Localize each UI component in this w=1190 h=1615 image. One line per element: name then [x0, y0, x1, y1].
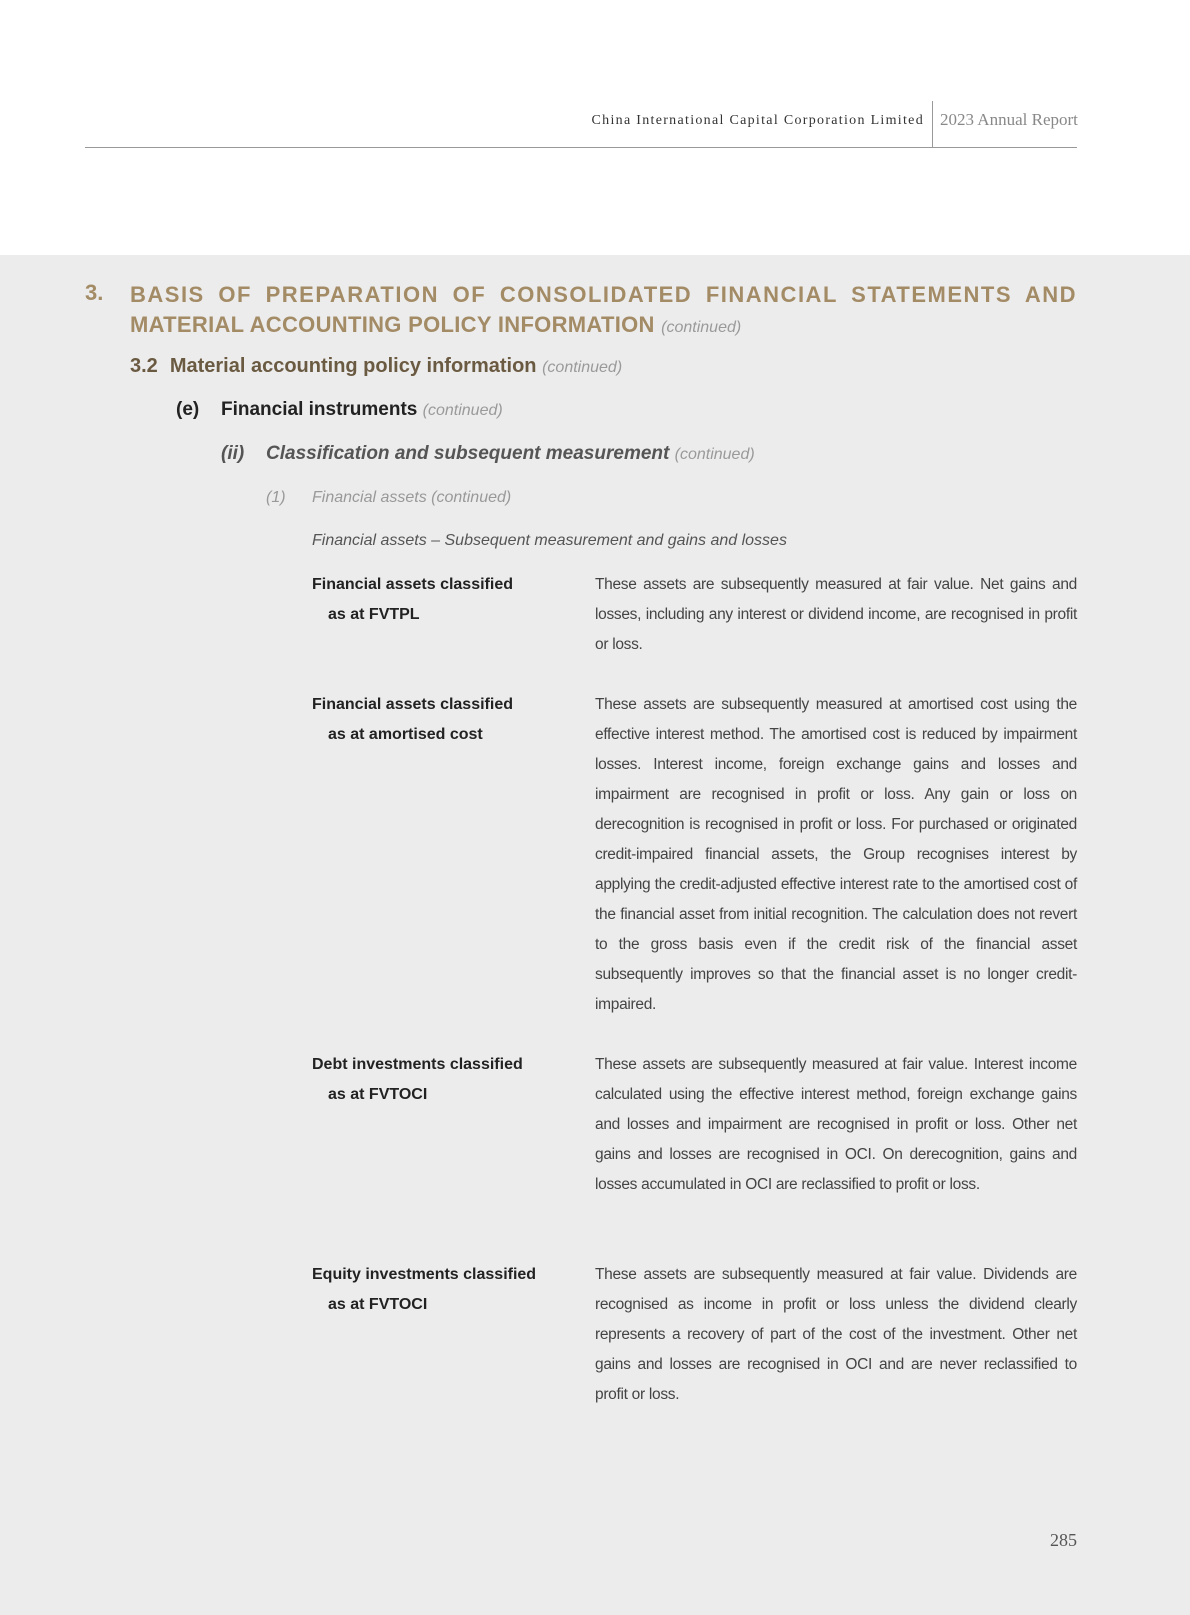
page-header-area	[0, 0, 1190, 255]
section-title-line2: MATERIAL ACCOUNTING POLICY INFORMATION	[130, 312, 655, 337]
subitem-heading	[221, 443, 755, 465]
row-label-line2: as at amortised cost	[328, 726, 483, 743]
item-number: (e)	[176, 399, 200, 420]
section-title	[130, 280, 1077, 343]
row-label	[312, 1260, 572, 1320]
header-report-title: 2023 Annual Report	[940, 110, 1078, 129]
row-label-line1: Debt investments classified	[312, 1056, 523, 1073]
row-label-line2: as at FVTOCI	[328, 1296, 428, 1313]
page-number: 285	[1050, 1530, 1077, 1550]
row-label	[312, 1050, 572, 1110]
item-heading	[176, 399, 503, 421]
header-company: China International Capital Corporation Limited	[591, 113, 924, 128]
subitem-title: Classification and subsequent measurement	[266, 443, 670, 464]
row-text: These assets are subsequently measured at amortised cost using the effective interest method. The amortised cost is reduced by impairment losses. Interest income, foreign exchange gains and losses and impairment are recognised in profit or loss. Any gain or loss on derecognition is recognised in profit or loss. For purchased or originated credit-impaired financial assets, the Group recognises interest by applying the credit-adjusted effective interest rate to the amortised cost of the financial asset from initial recognition. The calculation does not revert to the gross basis even if the credit risk of the financial asset subsequently improves so that the financial asset is no longer credit-impaired.	[595, 696, 1077, 1013]
subsection-number: 3.2	[130, 355, 158, 377]
row-label-line1: Equity investments classified	[312, 1266, 537, 1283]
continued-label: (continued)	[661, 319, 742, 336]
row-label-line2: as at FVTOCI	[328, 1086, 428, 1103]
subheading: Financial assets – Subsequent measurement and gains and losses	[312, 532, 787, 549]
row-text: These assets are subsequently measured at fair value. Net gains and losses, including any interest or dividend income, are recognised in profit or loss.	[595, 576, 1077, 653]
row-label-line1: Financial assets classified	[312, 696, 513, 713]
section-title-line1: BASIS OF PREPARATION OF CONSOLIDATED FINANCIAL STATEMENTS AND	[130, 282, 1077, 307]
continued-label: (continued)	[674, 446, 755, 463]
row-label	[312, 570, 572, 630]
section-number: 3.	[85, 280, 104, 305]
subitem-number: (ii)	[221, 443, 245, 464]
row-text: These assets are subsequently measured at fair value. Interest income calculated using the effective interest method, foreign exchange gains and losses and impairment are recognised in profit or loss. Other net gains and losses are recognised in OCI. On derecognition, gains and losses accumulated in OCI are reclassified to profit or loss.	[595, 1056, 1077, 1193]
row-label-line2: as at FVTPL	[328, 606, 420, 623]
point-title: Financial assets (continued)	[312, 489, 512, 506]
continued-label: (continued)	[542, 359, 623, 376]
point-number: (1)	[266, 489, 286, 506]
point-heading	[266, 489, 511, 507]
row-label	[312, 690, 572, 750]
row-label-line1: Financial assets classified	[312, 576, 513, 593]
subsection-heading	[130, 355, 622, 378]
row-text: These assets are subsequently measured at fair value. Dividends are recognised as income in profit or loss unless the dividend clearly represents a recovery of part of the cost of the investment. Other net gains and losses are recognised in OCI and are never reclassified to profit or loss.	[595, 1266, 1077, 1403]
continued-label: (continued)	[422, 402, 503, 419]
subsection-title: Material accounting policy information	[169, 355, 537, 377]
header-rule	[85, 147, 1077, 148]
header-separator	[932, 101, 933, 147]
item-title: Financial instruments	[221, 399, 418, 420]
